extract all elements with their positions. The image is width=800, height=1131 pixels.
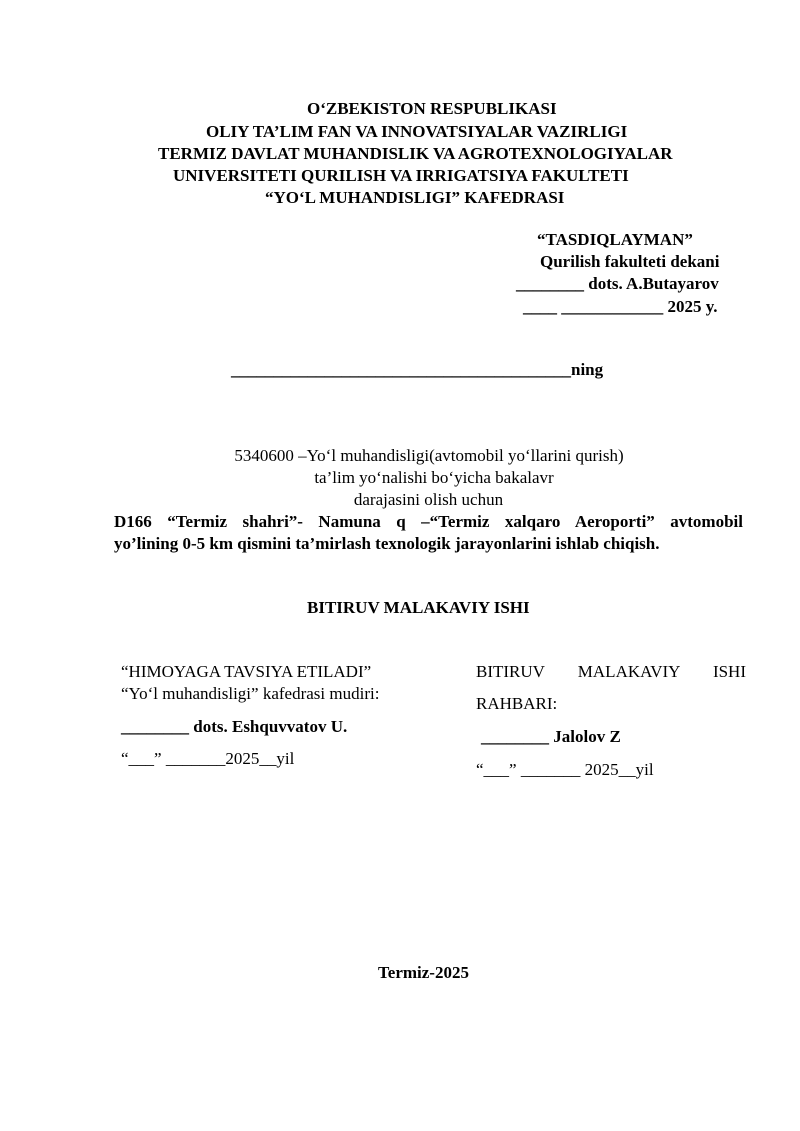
head-role: “Yo‘l muhandisligi” kafedrasi mudiri:	[121, 684, 380, 703]
degree-line-specialty: 5340600 –Yo‘l muhandisligi(avtomobil yo‘llarini qurish)	[234, 446, 624, 465]
work-title: BITIRUV MALAKAVIY ISHI	[307, 598, 530, 617]
head-date: “___” _______2025__yil	[121, 749, 295, 768]
degree-line-purpose: darajasini olish uchun	[353, 490, 504, 509]
approval-signer: ________ dots. A.Butayarov	[516, 274, 719, 293]
header-line-country: O‘ZBEKISTON RESPUBLIKASI	[307, 99, 557, 118]
student-name-line: ________________________________________ning	[231, 360, 604, 379]
footer-city-year: Termiz-2025	[378, 963, 469, 982]
head-signer: ________ dots. Eshquvvatov U.	[121, 717, 348, 736]
supervisor-title-line-2: RAHBARI:	[476, 694, 558, 713]
supervisor-title-line-1: BITIRUV MALAKAVIY ISHI	[476, 662, 746, 681]
supervisor-date: “___” _______ 2025__yil	[476, 760, 654, 779]
recommend-label: “HIMOYAGA TAVSIYA ETILADI”	[121, 662, 372, 681]
header-line-ministry: OLIY TA’LIM FAN VA INNOVATSIYALAR VAZIRLIGI	[206, 122, 628, 141]
header-line-university: TERMIZ DAVLAT MUHANDISLIK VA AGROTEXNOLOGIYALAR	[158, 144, 673, 163]
degree-line-direction: ta’lim yo‘nalishi bo‘yicha bakalavr	[314, 468, 554, 487]
topic-line-1: D166 “Termiz shahri”- Namuna q –“Termiz xalqaro Aeroporti” avtomobil	[114, 512, 743, 531]
topic-line-2: yo’lining 0-5 km qismini ta’mirlash texnologik jarayonlarini ishlab chiqish.	[114, 534, 660, 553]
approval-date: ____ ____________ 2025 y.	[523, 297, 718, 316]
header-line-faculty: UNIVERSITETI QURILISH VA IRRIGATSIYA FAKULTETI	[173, 166, 629, 185]
supervisor-signer: ________ Jalolov Z	[481, 727, 621, 746]
approval-title: “TASDIQLAYMAN”	[537, 230, 693, 249]
approval-role: Qurilish fakulteti dekani	[540, 252, 720, 271]
header-line-department: “YO‘L MUHANDISLIGI” KAFEDRASI	[265, 188, 565, 207]
